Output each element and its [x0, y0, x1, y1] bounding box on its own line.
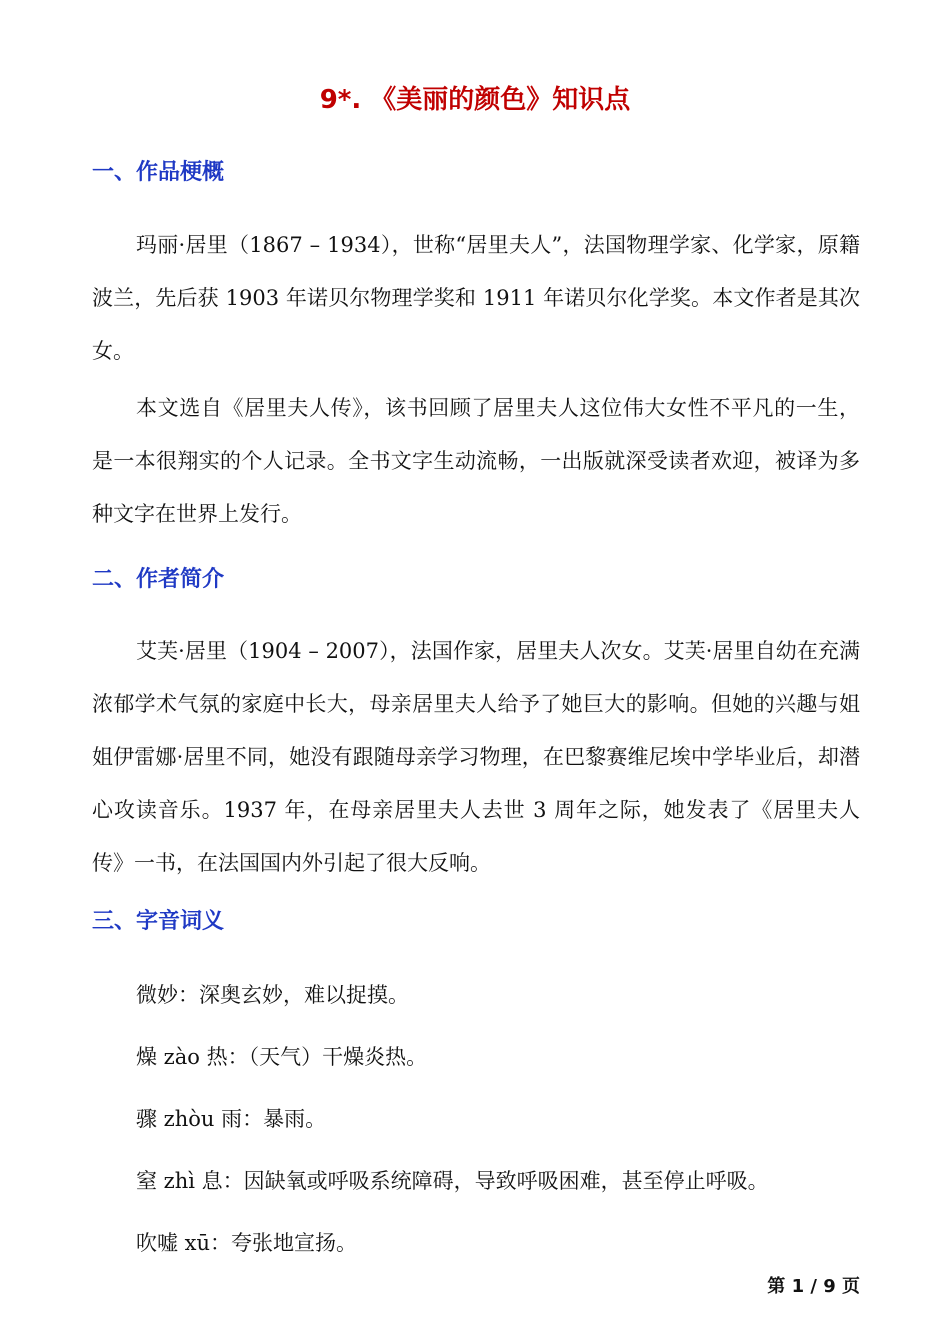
section-heading-vocabulary: 三、字音词义	[92, 909, 225, 934]
page-title: 9*. 《美丽的颜色》知识点	[319, 85, 631, 115]
paragraph-author-1: 艾芙·居里（1904 – 2007），法国作家，居里夫人次女。艾芙·居里自幼在充满浓郁学术气氛的家庭中长大，母亲居里夫人给予了她巨大的影响。但她的兴趣与姐姐伊雷娜·居里不同，她没有跟随母亲学习物理，在巴黎赛维尼埃中学毕业后，却潜心攻读音乐。1937 年，在母亲居里夫人去世 3 周年之际，她发表了《居里夫人传》一书，在法国国内外引起了很大反响。	[92, 639, 860, 875]
page-indicator: 第 1 / 9 页	[767, 1276, 860, 1297]
vocab-item: 骤 zhòu 雨：暴雨。	[136, 1107, 327, 1131]
vocab-item: 吹嘘 xū：夸张地宣扬。	[136, 1231, 358, 1255]
paragraph-summary-2: 本文选自《居里夫人传》，该书回顾了居里夫人这位伟大女性不平凡的一生，是一本很翔实的个人记录。全书文字生动流畅，一出版就深受读者欢迎，被译为多种文字在世界上发行。	[92, 396, 860, 526]
section-heading-summary: 一、作品梗概	[92, 160, 225, 185]
vocab-item: 燥 zào 热：（天气）干燥炎热。	[136, 1045, 428, 1069]
section-heading-author: 二、作者简介	[92, 567, 225, 592]
paragraph-summary-1: 玛丽·居里（1867 – 1934），世称“居里夫人”，法国物理学家、化学家，原籍波兰，先后获 1903 年诺贝尔物理学奖和 1911 年诺贝尔化学奖。本文作者是其次女。	[92, 233, 860, 363]
vocab-item: 微妙：深奥玄妙，难以捉摸。	[136, 983, 409, 1007]
vocab-item: 窒 zhì 息：因缺氧或呼吸系统障碍，导致呼吸困难，甚至停止呼吸。	[136, 1169, 769, 1193]
